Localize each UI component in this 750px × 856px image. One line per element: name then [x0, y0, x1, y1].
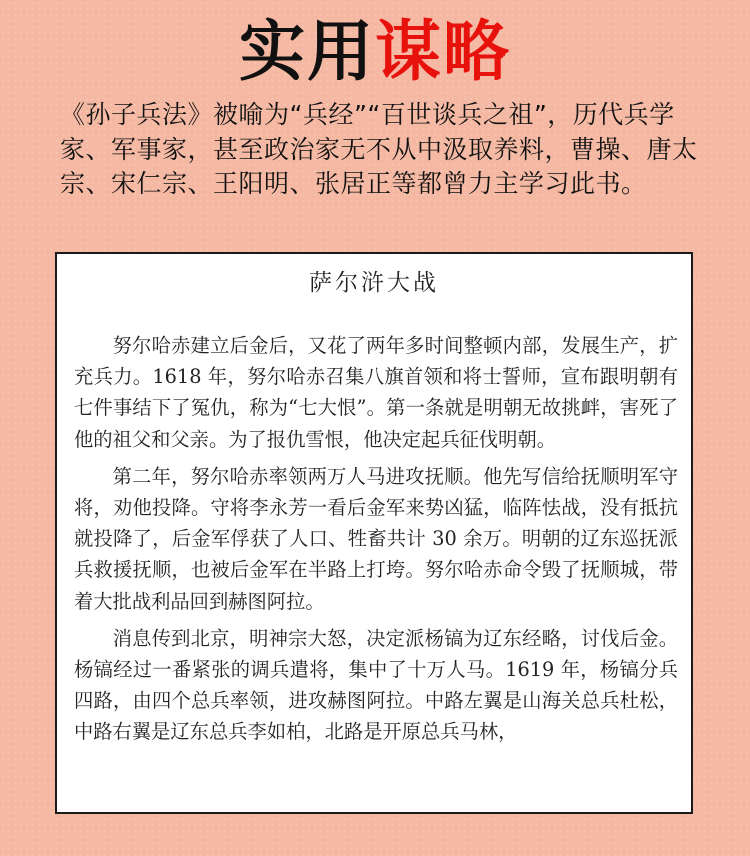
title-part-black: 实用: [239, 13, 375, 90]
title-part-red: 谋略: [375, 13, 511, 90]
intro-text: 《孙子兵法》被喻为“兵经”“百世谈兵之祖”，历代兵学家、军事家，甚至政治家无不从中汲取养料，曹操、唐太宗、宋仁宗、王阳明、张居正等都曾力主学习此书。: [60, 100, 698, 198]
article-body: [74, 330, 678, 754]
article-paragraph-3: 消息传到北京，明神宗大怒，决定派杨镐为辽东经略，讨伐后金。杨镐经过一番紧张的调兵遣将，集中了十万人马。1619 年，杨镐分兵四路，由四个总兵率领，进攻赫图阿拉。中路左翼是山海关总兵杜松，中路右翼是辽东总兵李如柏，北路是开原总兵马林，: [74, 626, 678, 744]
page-title: [0, 10, 750, 94]
article-title: 萨尔浒大战: [309, 270, 439, 296]
article-paragraph-2: 第二年，努尔哈赤率领两万人马进攻抚顺。他先写信给抚顺明军守将，劝他投降。守将李永芳一看后金军来势凶猛，临阵怯战，没有抵抗就投降了，后金军俘获了人口、牲畜共计 30 余万。明朝的辽东巡抚派兵救援抚顺，也被后金军在半路上打垮。努尔哈赤命令毁了抚顺城，带着大批战利品回到赫图阿拉。: [74, 464, 678, 613]
article-panel: [55, 252, 693, 814]
article-paragraph-1: 努尔哈赤建立后金后，又花了两年多时间整顿内部，发展生产，扩充兵力。1618 年，努尔哈赤召集八旗首领和将士誓师，宣布跟明朝有七件事结下了冤仇，称为“七大恨”。第一条就是明朝无故挑衅，害死了他的祖父和父亲。为了报仇雪恨，他决定起兵征伐明朝。: [74, 334, 678, 451]
